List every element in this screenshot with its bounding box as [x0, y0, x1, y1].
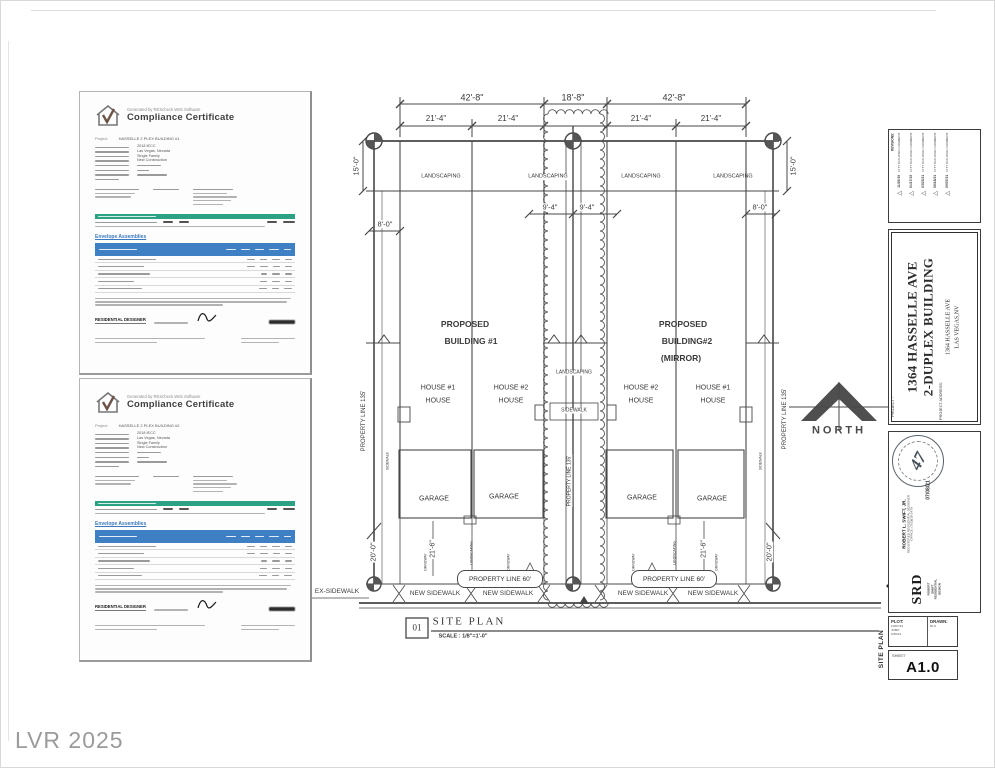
sidewalk-side-label: SIDEWALK	[758, 452, 763, 470]
signature-icon	[196, 599, 218, 611]
plot-box: PLOT: 10/07/19 JOB#: 6/30/21 DRAWN: RLS	[888, 616, 958, 647]
ex-sidewalk-label: EX-SIDEWALK	[314, 587, 360, 595]
dim-mid-half: 9'-4"	[579, 202, 595, 212]
landscaping-drive-label: LANDSCAPING	[469, 541, 474, 565]
dim-top-left: 42'-8"	[460, 92, 484, 103]
revision-entry: △ 01/17/19 CITY BUILDING COMMENT	[909, 132, 915, 196]
building1-label: PROPOSED	[440, 318, 490, 329]
dim-side-setback: 8'-0"	[752, 202, 768, 212]
sheet-label: SHEET	[892, 653, 906, 658]
cert-signature-label: RESIDENTIAL DESIGNER	[95, 603, 146, 609]
cert-compliance-bar	[95, 214, 295, 219]
house-label: HOUSE #1	[420, 384, 456, 392]
cert-title: Compliance Certificate	[127, 112, 235, 123]
signature-date-smudge	[269, 320, 295, 324]
signature-icon	[196, 312, 218, 324]
landscaping-mid-label: LANDSCAPING	[556, 369, 592, 376]
project-address-label: PROJECT ADDRESS:	[939, 382, 944, 420]
cert-disclaimer	[95, 585, 295, 593]
cert-project-label: Project	[95, 423, 108, 428]
revision-triangle-icon: △	[933, 190, 939, 196]
dim-unit: 21'-4"	[497, 114, 519, 123]
drawn-label: DRAWN:	[930, 619, 948, 624]
building2-label: (MIRROR)	[660, 352, 702, 363]
dim-top-mid: 18'-8"	[561, 92, 585, 103]
cert-generated-by: Generated by REScheck Web Software	[127, 107, 201, 112]
sheet-number: A1.0	[906, 659, 940, 676]
cert-table-header	[95, 530, 295, 543]
drawing-scale: SCALE : 1/8"=1'-0"	[438, 633, 488, 640]
property-line-side-label: PROPERTY LINE 135'	[782, 388, 788, 450]
landscaping-label: LANDSCAPING	[621, 173, 661, 180]
property-line-front-bubble: PROPERTY LINE 60'	[631, 570, 717, 588]
detail-number: 01	[412, 622, 422, 633]
property-line-front-bubble: PROPERTY LINE 60'	[457, 570, 543, 588]
cert-project-name: HASSELLE 2 PLEX BUILDING #2	[118, 423, 180, 428]
cert-disclaimer	[95, 298, 295, 306]
house-label: HOUSE #2	[623, 384, 659, 392]
house-label: HOUSE #2	[493, 384, 529, 392]
landscaping-label: LANDSCAPING	[713, 173, 753, 180]
garage-label: GARAGE	[627, 494, 657, 502]
new-sidewalk-label: NEW SIDEWALK	[617, 589, 669, 597]
stamp-date: 07/08/21	[925, 480, 932, 500]
dim-side-setback: 8'-0"	[377, 219, 393, 229]
lvr-watermark: LVR 2025	[15, 727, 124, 753]
garage-label: GARAGE	[489, 493, 519, 501]
revision-entry: △ 09/07/21 CITY BUILDING COMMENT	[945, 132, 951, 196]
dim-drive-depth: 20'-0"	[368, 542, 378, 562]
garage-label: GARAGE	[697, 495, 727, 503]
signature-date-smudge	[269, 607, 295, 611]
dim-mid-half: 9'-4"	[542, 202, 558, 212]
new-sidewalk-label: NEW SIDEWALK	[482, 589, 534, 597]
driveway-label: DRIVEWAY	[714, 553, 719, 571]
compliance-certificate-2	[79, 378, 312, 662]
dim-landscape-depth: 15'-0"	[351, 156, 361, 176]
landscaping-drive-label: LANDSCAPING	[672, 541, 677, 565]
seal-number: 47	[905, 449, 931, 473]
dim-unit: 21'-4"	[630, 114, 652, 123]
house-label: HOUSE	[700, 397, 726, 405]
cert-section-heading: Envelope Assemblies	[95, 234, 147, 241]
house-label: HOUSE	[498, 397, 524, 405]
new-sidewalk-label: NEW SIDEWALK	[687, 589, 739, 597]
revision-entry: △ 11/25/19 CITY BUILDING COMMENT	[897, 132, 903, 196]
cert-table-header	[95, 243, 295, 256]
revisions-header: REVISIONS:	[890, 132, 895, 152]
cert-compliance-bar	[95, 501, 295, 506]
dim-unit: 21'-4"	[700, 114, 722, 123]
rescheck-logo-icon	[95, 105, 121, 127]
building2-label: BUILDING#2	[661, 335, 713, 346]
dim-landscape-depth: 15'-0"	[788, 156, 798, 176]
driveway-label: DRIVEWAY	[423, 553, 428, 571]
dim-garage-width: 21'-6"	[429, 540, 437, 558]
revision-triangle-icon: △	[909, 190, 915, 196]
revision-triangle-icon: △	[945, 190, 951, 196]
project-title: 1364 HASSELLE AVE 2-DUPLEX BUILDING	[904, 257, 935, 397]
property-line-side-label: PROPERTY LINE 135'	[361, 390, 367, 452]
north-label: NORTH	[811, 424, 867, 437]
cert-title: Compliance Certificate	[127, 399, 235, 410]
property-line-mid-label: PROPERTY LINE 135'	[566, 455, 573, 507]
dim-garage-width: 21'-6"	[700, 540, 708, 558]
house-label: HOUSE #1	[695, 384, 731, 392]
garage-label: GARAGE	[419, 495, 449, 503]
driveway-label: DRIVEWAY	[631, 553, 636, 571]
revision-entry: △ 06/18/21 CITY BUILDING COMMENT	[933, 132, 939, 196]
srd-logo-text: SRD	[910, 573, 925, 605]
sheet-box	[888, 650, 958, 680]
landscaping-label: LANDSCAPING	[421, 173, 461, 180]
driveway-label: DRIVEWAY	[506, 553, 511, 571]
landscaping-label: LANDSCAPING	[528, 173, 568, 180]
dim-drive-depth: 20'-0"	[764, 542, 774, 562]
cert-section-heading: Envelope Assemblies	[95, 521, 147, 528]
cert-contact-block	[95, 189, 295, 206]
cert-footer	[95, 338, 295, 343]
dim-top-right: 42'-8"	[662, 92, 686, 103]
designer-info: ROBERT L. SWIFT, JR. REGISTERED RESIDENTIAL DESIGNER OFFICE: (702)518-2479	[901, 494, 914, 554]
project-label: PROJECT :	[891, 397, 896, 417]
cert-footer	[95, 625, 295, 630]
cert-project-name: HASSELLE 2 PLEX BUILDING #1	[118, 136, 180, 141]
building2-label: PROPOSED	[658, 318, 708, 329]
revision-triangle-icon: △	[897, 190, 903, 196]
sidewalk-mid-label: SIDEWALK	[561, 407, 587, 414]
cert-generated-by: Generated by REScheck Web Software	[127, 394, 201, 399]
compliance-certificate-1	[79, 91, 312, 375]
cert-project-label: Project	[95, 136, 108, 141]
building1-label: BUILDING #1	[444, 335, 498, 346]
cert-fields: 2018 IECC Las Vegas, Nevada Single Family New Construction	[95, 432, 295, 469]
dim-unit: 21'-4"	[425, 114, 447, 123]
cert-contact-block	[95, 476, 295, 493]
plot-label: PLOT:	[891, 619, 904, 624]
cert-signature-label: RESIDENTIAL DESIGNER	[95, 316, 146, 322]
revision-entry: △ 03/23/21 CITY BUILDING COMMENT	[921, 132, 927, 196]
new-sidewalk-label: NEW SIDEWALK	[409, 589, 461, 597]
srd-logo-caption: ROBERT SWIFT RESIDENTIAL DESIGN	[926, 578, 942, 600]
drawing-title: SITE PLAN	[432, 615, 506, 628]
house-label: HOUSE	[425, 397, 451, 405]
house-label: HOUSE	[628, 397, 654, 405]
cert-fields: 2018 IECC Las Vegas, Nevada Single Family New Construction	[95, 145, 295, 182]
sidewalk-side-label: SIDEWALK	[385, 452, 390, 470]
rescheck-logo-icon	[95, 392, 121, 414]
revision-triangle-icon: △	[921, 190, 927, 196]
sheet-side-label: SITE PLAN	[877, 629, 885, 669]
project-address: 1364 HASSELLE AVE LAS VEGAS,NV	[945, 298, 960, 356]
drawn-value: RLS	[930, 624, 937, 628]
